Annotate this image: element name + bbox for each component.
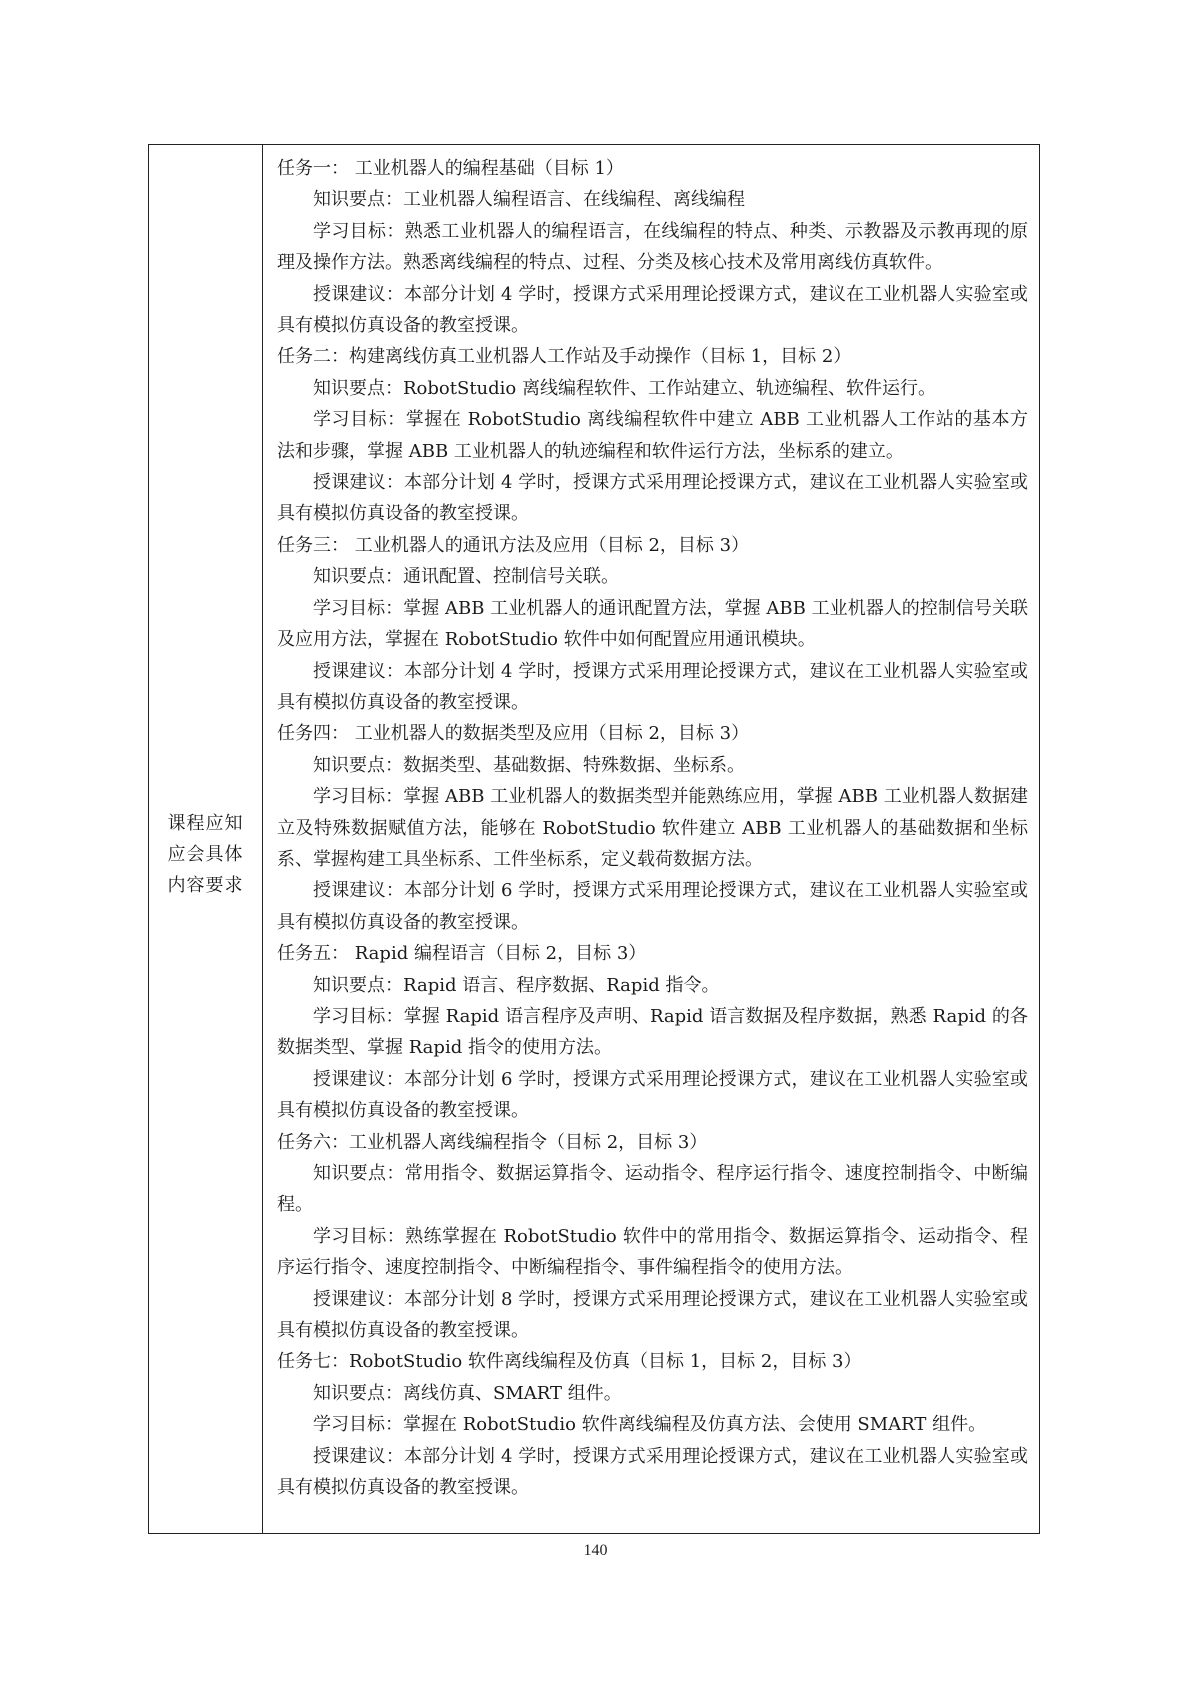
task-title: 任务五： Rapid 编程语言（目标 2，目标 3） — [277, 943, 647, 965]
task-advice: 授课建议：本部分计划 4 学时，授课方式采用理论授课方式，建议在工业机器人实验室或具有模拟仿真设备的教室授课。 — [277, 472, 1028, 525]
row-header-label: 课程应知应会具体内容要求 — [167, 812, 244, 896]
task-block — [277, 530, 1028, 718]
task-block — [277, 153, 1028, 341]
task-block — [277, 718, 1028, 938]
task-block — [277, 1346, 1028, 1503]
task-goal: 学习目标：掌握 Rapid 语言程序及声明、Rapid 语言数据及程序数据，熟悉 Rapid 的各数据类型、掌握 Rapid 指令的使用方法。 — [277, 1005, 1028, 1059]
task-goal: 学习目标：掌握 ABB 工业机器人的通讯配置方法，掌握 ABB 工业机器人的控制信号关联及应用方法，掌握在 RobotStudio 软件中如何配置应用通讯模块。 — [277, 597, 1028, 651]
task-goal: 学习目标：掌握在 RobotStudio 离线编程软件中建立 ABB 工业机器人工作站的基本方法和步骤，掌握 ABB 工业机器人的轨迹编程和软件运行方法，坐标系的建立。 — [277, 409, 1028, 462]
task-title: 任务四： 工业机器人的数据类型及应用（目标 2，目标 3） — [277, 723, 750, 745]
task-knowledge: 知识要点：工业机器人编程语言、在线编程、离线编程 — [313, 189, 745, 211]
task-goal: 学习目标：熟悉工业机器人的编程语言，在线编程的特点、种类、示教器及示教再现的原理及操作方法。熟悉离线编程的特点、过程、分类及核心技术及常用离线仿真软件。 — [277, 220, 1028, 274]
task-block — [277, 341, 1028, 529]
task-advice: 授课建议：本部分计划 6 学时，授课方式采用理论授课方式，建议在工业机器人实验室或具有模拟仿真设备的教室授课。 — [277, 880, 1028, 933]
task-title: 任务二：构建离线仿真工业机器人工作站及手动操作（目标 1，目标 2） — [277, 346, 852, 368]
task-goal: 学习目标：掌握 ABB 工业机器人的数据类型并能熟练应用，掌握 ABB 工业机器人数据建立及特殊数据赋值方法，能够在 RobotStudio 软件建立 ABB 工业机器人的基础数据和坐标系、掌握构建工具坐标系、工件坐标系，定义载荷数据方法。 — [277, 786, 1028, 870]
task-advice: 授课建议：本部分计划 6 学时，授课方式采用理论授课方式，建议在工业机器人实验室或具有模拟仿真设备的教室授课。 — [277, 1068, 1028, 1122]
task-knowledge: 知识要点：通讯配置、控制信号关联。 — [313, 566, 619, 588]
task-knowledge: 知识要点：Rapid 语言、程序数据、Rapid 指令。 — [313, 974, 720, 996]
row-content-cell — [263, 145, 1039, 1533]
task-title: 任务六：工业机器人离线编程指令（目标 2，目标 3） — [277, 1131, 708, 1153]
task-block — [277, 938, 1028, 1126]
task-knowledge: 知识要点：离线仿真、SMART 组件。 — [313, 1382, 622, 1404]
task-title: 任务三： 工业机器人的通讯方法及应用（目标 2，目标 3） — [277, 534, 750, 556]
content-table — [148, 144, 1040, 1534]
task-advice: 授课建议：本部分计划 4 学时，授课方式采用理论授课方式，建议在工业机器人实验室或具有模拟仿真设备的教室授课。 — [277, 283, 1028, 337]
task-advice: 授课建议：本部分计划 8 学时，授课方式采用理论授课方式，建议在工业机器人实验室或具有模拟仿真设备的教室授课。 — [277, 1288, 1028, 1342]
task-knowledge: 知识要点：常用指令、数据运算指令、运动指令、程序运行指令、速度控制指令、中断编程。 — [277, 1163, 1028, 1216]
task-title: 任务七：RobotStudio 软件离线编程及仿真（目标 1，目标 2，目标 3） — [277, 1351, 862, 1373]
task-knowledge: 知识要点：RobotStudio 离线编程软件、工作站建立、轨迹编程、软件运行。 — [313, 377, 936, 399]
task-block — [277, 1127, 1028, 1347]
page-number: 140 — [583, 1542, 608, 1559]
task-advice: 授课建议：本部分计划 4 学时，授课方式采用理论授课方式，建议在工业机器人实验室或具有模拟仿真设备的教室授课。 — [277, 660, 1028, 713]
task-title: 任务一： 工业机器人的编程基础（目标 1） — [277, 158, 624, 179]
task-advice: 授课建议：本部分计划 4 学时，授课方式采用理论授课方式，建议在工业机器人实验室或具有模拟仿真设备的教室授课。 — [277, 1445, 1028, 1499]
task-goal: 学习目标：熟练掌握在 RobotStudio 软件中的常用指令、数据运算指令、运动指令、程序运行指令、速度控制指令、中断编程指令、事件编程指令的使用方法。 — [277, 1225, 1028, 1279]
row-header-cell — [149, 145, 263, 1533]
task-knowledge: 知识要点：数据类型、基础数据、特殊数据、坐标系。 — [313, 754, 745, 776]
task-goal: 学习目标：掌握在 RobotStudio 软件离线编程及仿真方法、会使用 SMART 组件。 — [313, 1414, 987, 1436]
